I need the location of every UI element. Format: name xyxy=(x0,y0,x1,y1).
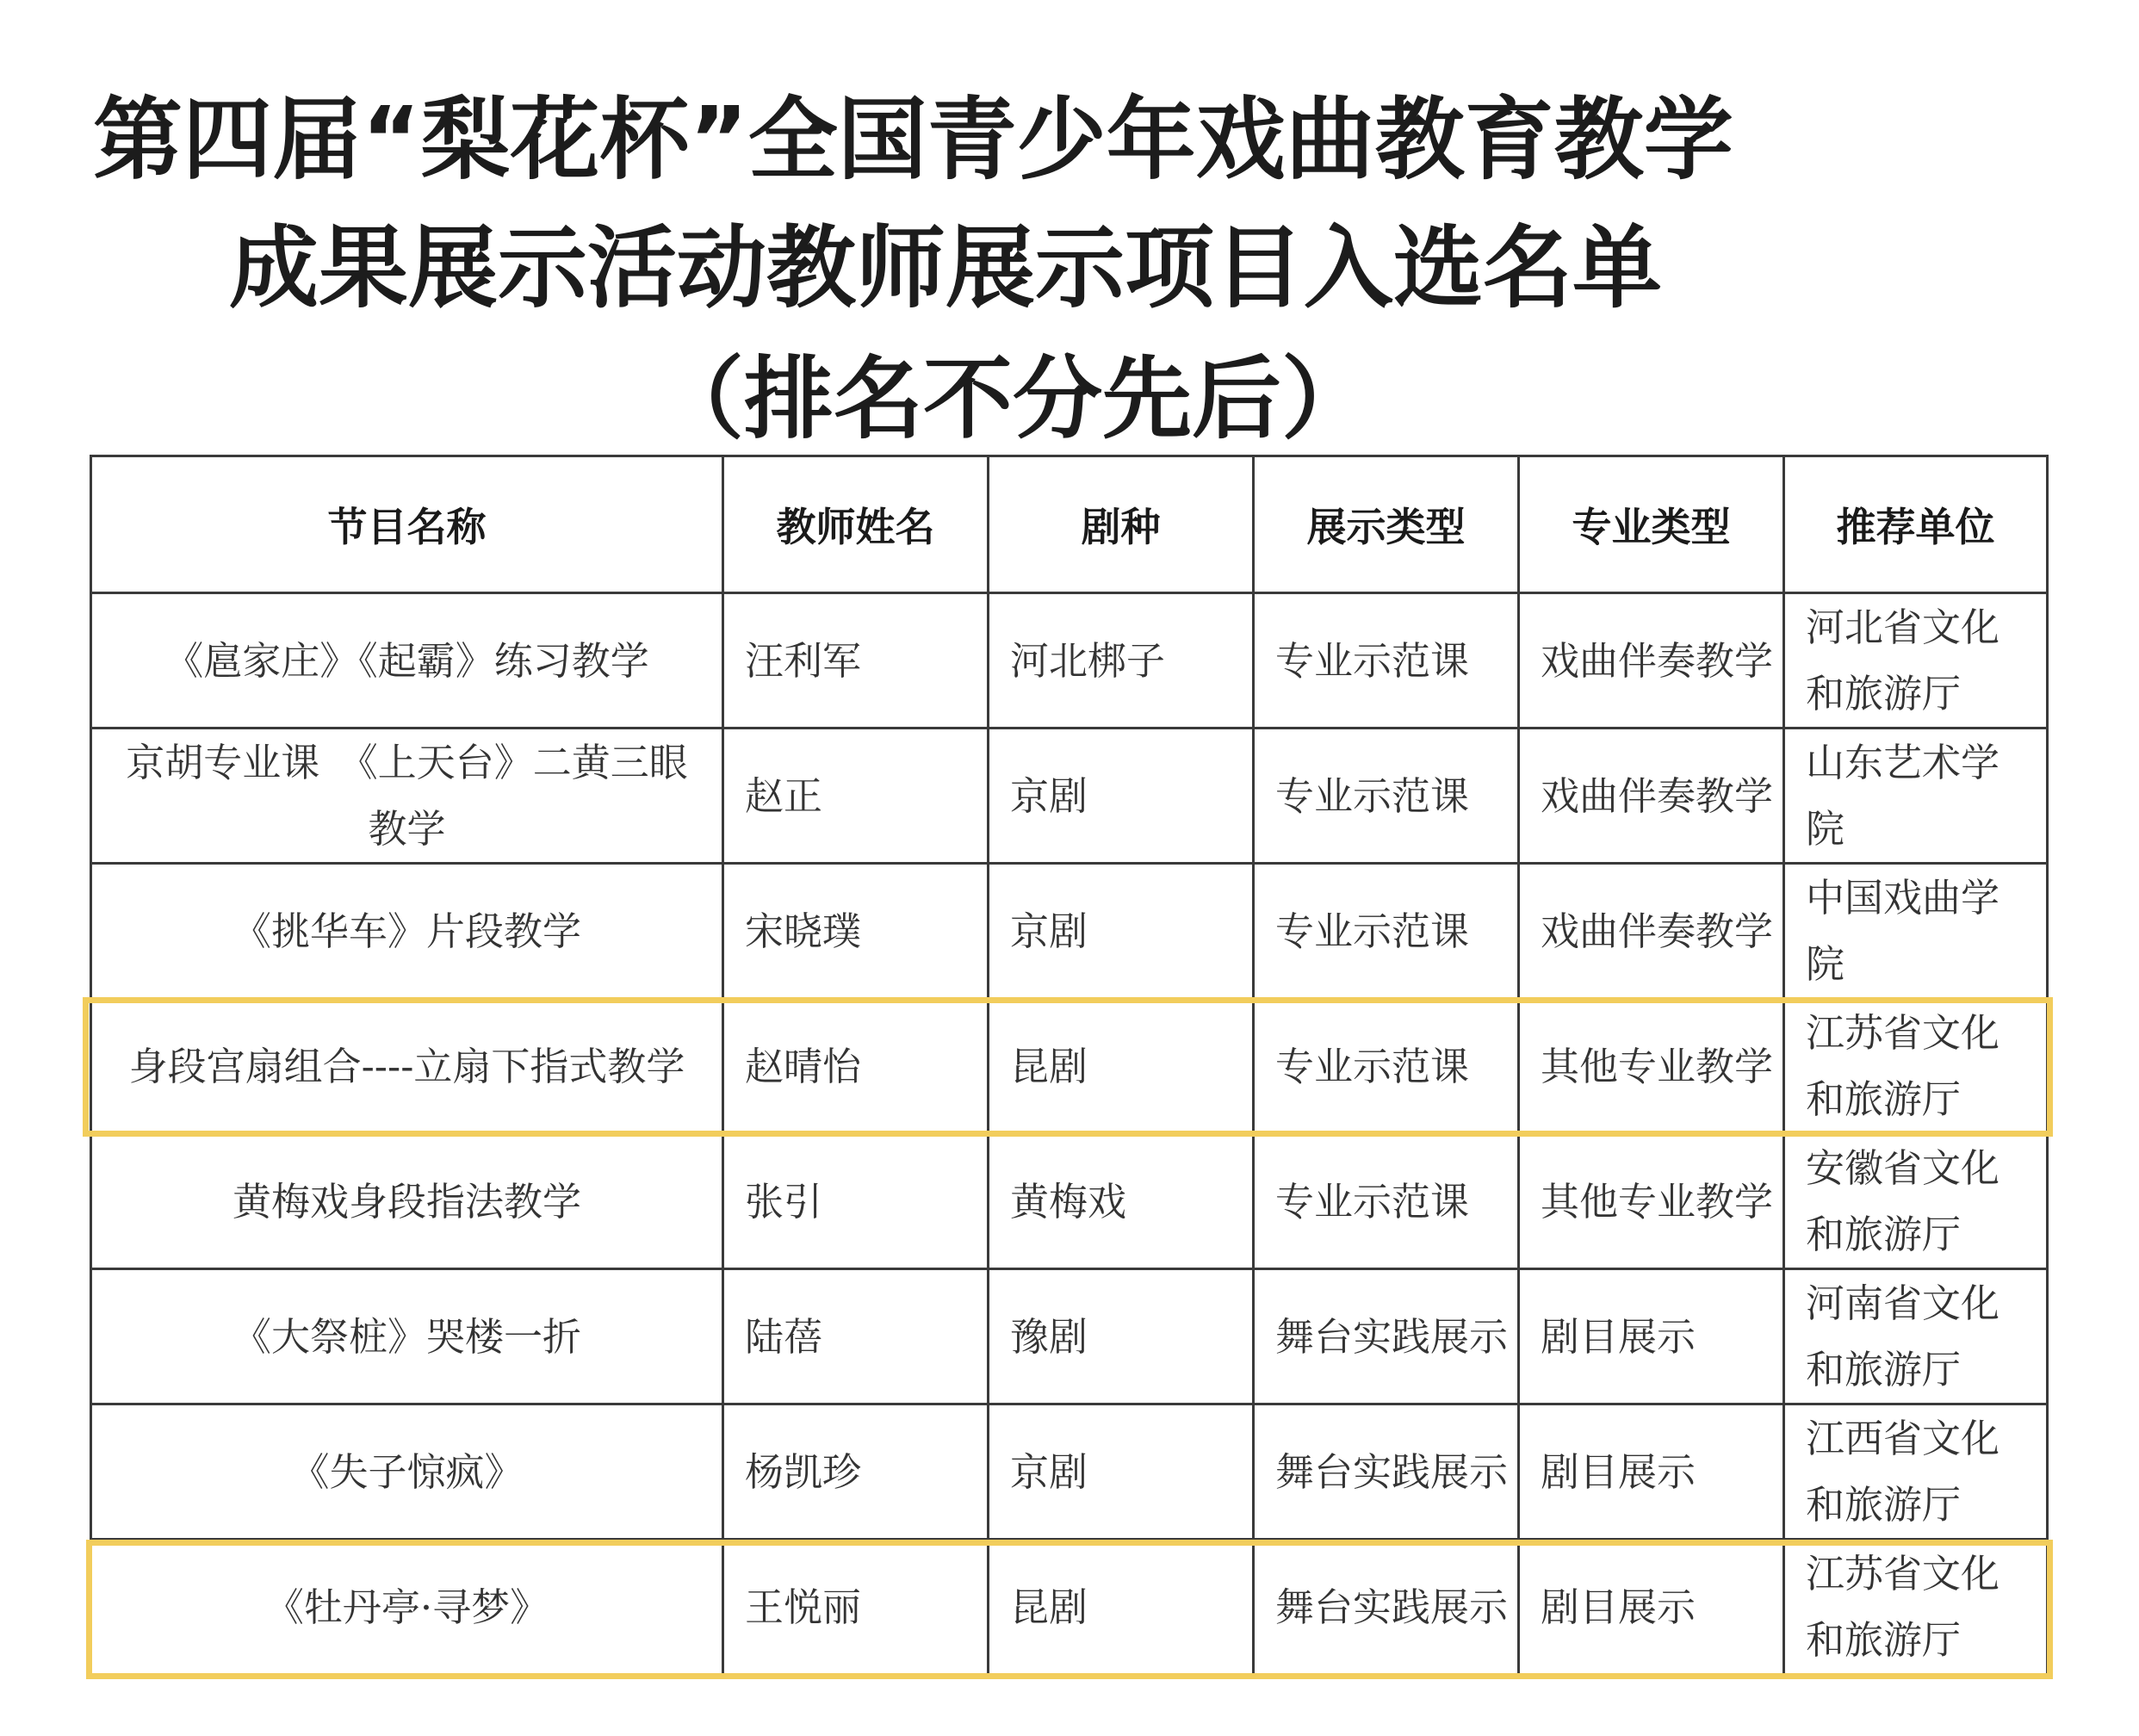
header-opera-genre: 剧种 xyxy=(989,456,1254,593)
cell-recommending-unit: 山东艺术学院 xyxy=(1784,728,2048,864)
cell-teacher-name: 赵晴怡 xyxy=(723,999,989,1134)
title-line-3: （排名不分先后） xyxy=(654,346,1372,451)
table-row xyxy=(91,1269,2048,1404)
cell-program-name: 《挑华车》片段教学 xyxy=(91,864,723,999)
cell-opera-genre: 昆剧 xyxy=(989,999,1254,1134)
table-row xyxy=(91,1404,2048,1540)
table-row xyxy=(91,593,2048,728)
cell-teacher-name: 杨凯珍 xyxy=(723,1404,989,1540)
cell-showcase-type: 专业示范课 xyxy=(1254,593,1519,728)
cell-opera-genre: 黄梅戏 xyxy=(989,1134,1254,1269)
cell-showcase-type: 专业示范课 xyxy=(1254,999,1519,1134)
selection-table xyxy=(90,455,2049,1676)
cell-specialty-type: 其他专业教学 xyxy=(1519,1134,1784,1269)
cell-opera-genre: 昆剧 xyxy=(989,1540,1254,1675)
table-row xyxy=(91,1134,2048,1269)
cell-showcase-type: 舞台实践展示 xyxy=(1254,1540,1519,1675)
cell-recommending-unit: 江苏省文化和旅游厅 xyxy=(1784,1540,2048,1675)
cell-program-name: 京胡专业课 《上天台》二黄三眼教学 xyxy=(91,728,723,864)
cell-recommending-unit: 河北省文化和旅游厅 xyxy=(1784,593,2048,728)
cell-showcase-type: 舞台实践展示 xyxy=(1254,1269,1519,1404)
cell-specialty-type: 戏曲伴奏教学 xyxy=(1519,593,1784,728)
cell-teacher-name: 张引 xyxy=(723,1134,989,1269)
table-row xyxy=(91,864,2048,999)
header-showcase-type: 展示类型 xyxy=(1254,456,1519,593)
cell-specialty-type: 戏曲伴奏教学 xyxy=(1519,728,1784,864)
cell-teacher-name: 王悦丽 xyxy=(723,1540,989,1675)
cell-recommending-unit: 河南省文化和旅游厅 xyxy=(1784,1269,2048,1404)
cell-teacher-name: 汪利军 xyxy=(723,593,989,728)
header-specialty-type: 专业类型 xyxy=(1519,456,1784,593)
cell-opera-genre: 京剧 xyxy=(989,1404,1254,1540)
cell-recommending-unit: 安徽省文化和旅游厅 xyxy=(1784,1134,2048,1269)
table-header-row xyxy=(91,456,2048,593)
cell-showcase-type: 专业示范课 xyxy=(1254,1134,1519,1269)
cell-opera-genre: 京剧 xyxy=(989,864,1254,999)
cell-program-name: 《失子惊疯》 xyxy=(91,1404,723,1540)
cell-opera-genre: 豫剧 xyxy=(989,1269,1254,1404)
cell-recommending-unit: 江苏省文化和旅游厅 xyxy=(1784,999,2048,1134)
table-row xyxy=(91,728,2048,864)
cell-specialty-type: 戏曲伴奏教学 xyxy=(1519,864,1784,999)
title-line-2: 成果展示活动教师展示项目入选名单 xyxy=(229,215,1663,320)
cell-program-name: 《扈家庄》《起霸》练习教学 xyxy=(91,593,723,728)
header-program-name: 节目名称 xyxy=(91,456,723,593)
cell-program-name: 身段宫扇组合----立扇下指式教学 xyxy=(91,999,723,1134)
cell-opera-genre: 京剧 xyxy=(989,728,1254,864)
cell-teacher-name: 赵正 xyxy=(723,728,989,864)
header-teacher-name: 教师姓名 xyxy=(723,456,989,593)
cell-showcase-type: 舞台实践展示 xyxy=(1254,1404,1519,1540)
cell-showcase-type: 专业示范课 xyxy=(1254,728,1519,864)
table-row xyxy=(91,1540,2048,1675)
table-row xyxy=(91,999,2048,1134)
cell-specialty-type: 剧目展示 xyxy=(1519,1269,1784,1404)
cell-specialty-type: 剧目展示 xyxy=(1519,1404,1784,1540)
title-line-1: 第四届“梨花杯”全国青少年戏曲教育教学 xyxy=(93,87,1733,192)
cell-program-name: 黄梅戏身段指法教学 xyxy=(91,1134,723,1269)
cell-opera-genre: 河北梆子 xyxy=(989,593,1254,728)
cell-program-name: 《大祭桩》哭楼一折 xyxy=(91,1269,723,1404)
header-recommending-unit: 推荐单位 xyxy=(1784,456,2048,593)
cell-teacher-name: 宋晓璞 xyxy=(723,864,989,999)
cell-showcase-type: 专业示范课 xyxy=(1254,864,1519,999)
cell-specialty-type: 剧目展示 xyxy=(1519,1540,1784,1675)
cell-teacher-name: 陆蓓 xyxy=(723,1269,989,1404)
cell-recommending-unit: 江西省文化和旅游厅 xyxy=(1784,1404,2048,1540)
cell-program-name: 《牡丹亭·寻梦》 xyxy=(91,1540,723,1675)
cell-recommending-unit: 中国戏曲学院 xyxy=(1784,864,2048,999)
cell-specialty-type: 其他专业教学 xyxy=(1519,999,1784,1134)
